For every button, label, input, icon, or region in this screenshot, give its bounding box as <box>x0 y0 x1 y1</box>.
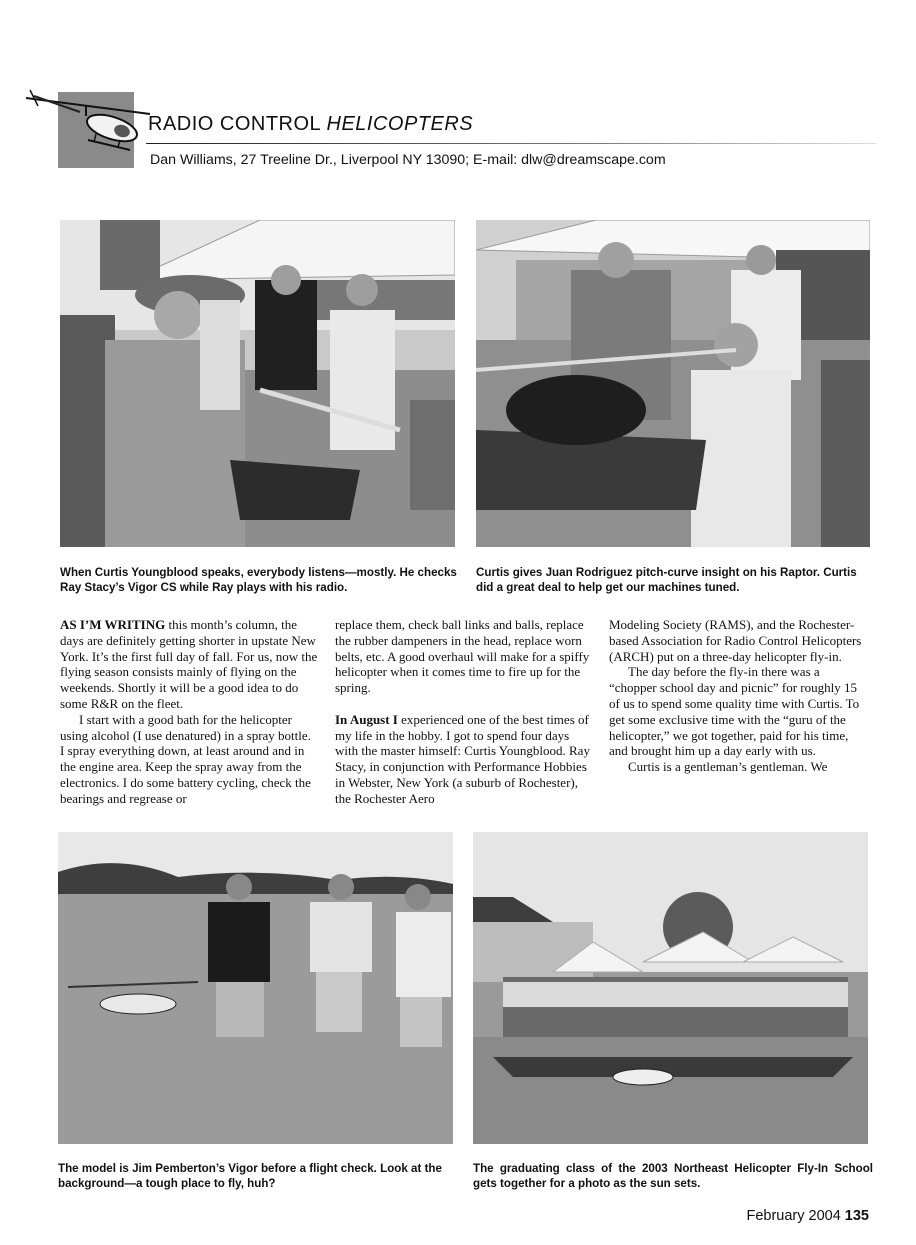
article-column-3 <box>609 617 867 775</box>
column-title-main: RADIO CONTROL <box>148 113 327 135</box>
article-paragraph: replace them, check ball links and balls, replace the rubber dampeners in the head, replace worn belts, etc. A good overhaul will make for a spiffy helicopter when it comes time to fire up for the spring. <box>335 617 590 696</box>
photo-caption-3: The model is Jim Pemberton’s Vigor before a flight check. Look at the background—a tough place to fly, huh? <box>58 1162 442 1190</box>
photo-instruction-group <box>60 220 455 547</box>
article-column-1 <box>60 617 318 807</box>
paragraph-lead-in: AS I’M WRITING <box>60 617 166 632</box>
photo-caption-1: When Curtis Youngblood speaks, everybody listens—mostly. He checks Ray Stacy’s Vigor CS while Ray plays with his radio. <box>60 566 457 594</box>
paragraph-text: experienced one of the best times of my life in the hobby. I got to spend four days with the master himself: Curtis Youngblood. Ray Stacy, in conjunction with Performance Hobbies in Webster, New York (a suburb of Rochester), the Rochester Aero <box>335 711 590 806</box>
author-contact: Dan Williams, 27 Treeline Dr., Liverpool NY 13090; E-mail: dlw@dreamscape.com <box>150 152 666 168</box>
page-number: 135 <box>844 1208 869 1224</box>
photo-caption-4: The graduating class of the 2003 Northeast Helicopter Fly-In School gets together for a photo as the sun sets. <box>473 1162 873 1190</box>
article-paragraph: Curtis is a gentleman’s gentleman. We <box>628 759 828 775</box>
article-paragraph <box>335 712 593 807</box>
issue-date: February 2004 <box>746 1208 841 1224</box>
photo-graduating-class <box>473 832 868 1144</box>
photo-flight-check <box>58 832 453 1144</box>
helicopter-logo-icon <box>22 84 152 154</box>
column-title <box>148 113 473 136</box>
paragraph-lead-in: In August I <box>335 711 398 727</box>
paragraph-text: this month’s column, the days are definitely getting shorter in upstate New York. It’s the first full day of fall. For us, now the flying season consists mainly of flying on the weekends. Shortly it will be a good idea to do some R&R on the fleet. <box>60 617 318 711</box>
header-divider <box>146 143 876 144</box>
article-paragraph: Modeling Society (RAMS), and the Rochester-based Association for Radio Control Helicopters (ARCH) put on a three-day helicopter fly-in. <box>609 617 862 664</box>
article-paragraph: I start with a good bath for the helicopter using alcohol (I use denatured) in a spray bottle. I spray everything down, at least around and in the engine area. Keep the spray away from the electronics. I do some battery cycling, check the bearings and regrease or <box>60 711 311 806</box>
photo-pitch-curve <box>476 220 870 547</box>
page-footer <box>746 1208 869 1224</box>
column-title-italic: HELICOPTERS <box>326 113 474 135</box>
article-paragraph: The day before the fly-in there was a “chopper school day and picnic” for roughly 15 of us to spend some quality time with Curtis. To get some exclusive time with the “guru of the helicopter,” we got together, paid for his time, and brought him up a day early with us. <box>609 664 860 759</box>
article-paragraph <box>60 617 318 712</box>
article-column-2 <box>335 617 593 807</box>
photo-caption-2: Curtis gives Juan Rodriguez pitch-curve insight on his Raptor. Curtis did a great deal to help get our machines tuned. <box>476 566 857 594</box>
